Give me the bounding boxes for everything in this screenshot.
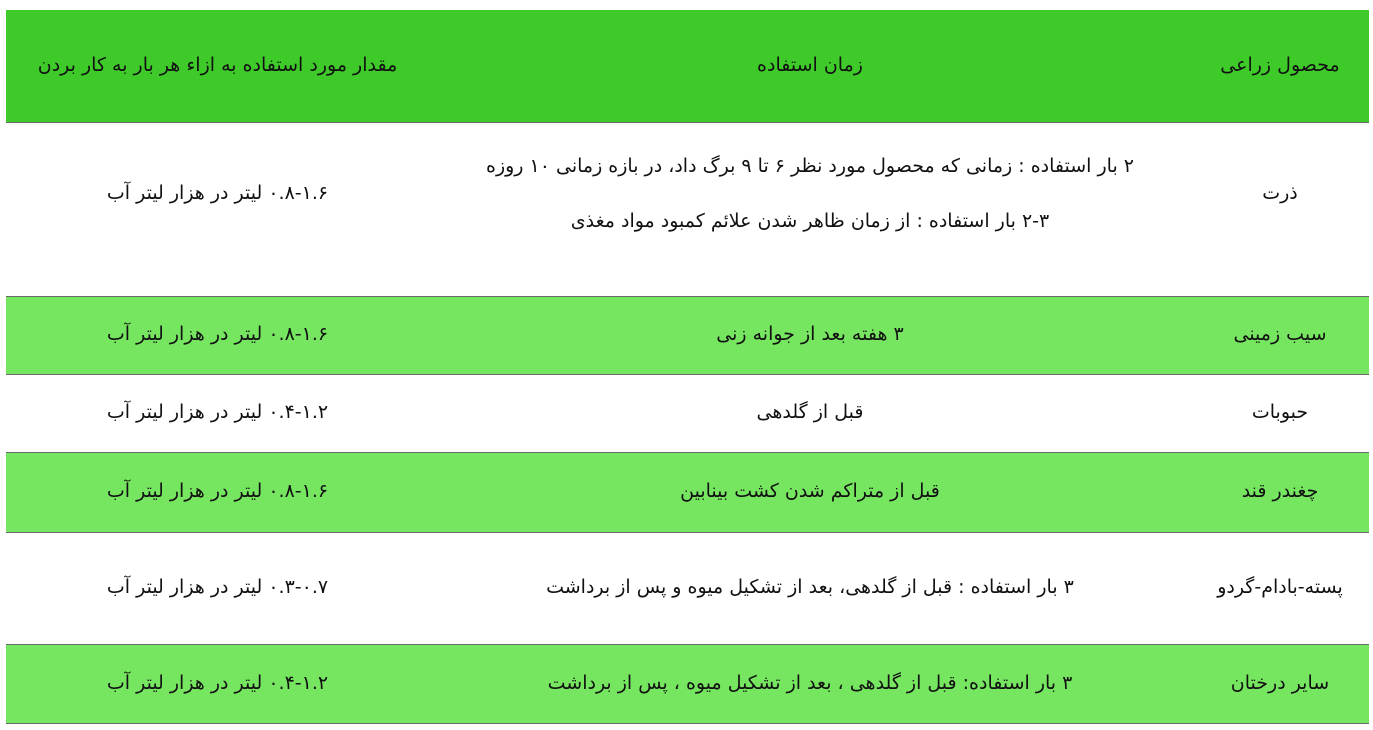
header-time: زمان استفاده xyxy=(757,54,863,77)
usage-table xyxy=(6,10,1369,724)
table-row xyxy=(6,122,1369,296)
amount-cell: ۰.۴-۱.۲ لیتر در هزار لیتر آب xyxy=(106,401,329,424)
table-row xyxy=(6,374,1369,452)
time-cell xyxy=(429,374,1191,452)
time-line: ۲-۳ بار استفاده : از زمان ظاهر شدن علائم کمبود مواد مغذی xyxy=(570,210,1050,232)
time-line: قبل از گلدهی xyxy=(756,401,864,424)
crop-cell: ذرت xyxy=(1262,182,1298,205)
header-amount: مقدار مورد استفاده به ازاء هر بار به کار بردن xyxy=(37,54,398,77)
amount-cell: ۰.۸-۱.۶ لیتر در هزار لیتر آب xyxy=(106,480,329,503)
header-crop: محصول زراعی xyxy=(1220,54,1340,77)
time-cell xyxy=(429,644,1191,723)
time-line: ۳ هفته بعد از جوانه زنی xyxy=(716,323,904,346)
time-line: ۳ بار استفاده: قبل از گلدهی ، بعد از تشکیل میوه ، پس از برداشت xyxy=(547,671,1073,694)
time-line: ۲ بار استفاده : زمانی که محصول مورد نظر ۶ تا ۹ برگ داد، در بازه زمانی ۱۰ روزه xyxy=(485,154,1134,177)
table-row xyxy=(6,296,1369,374)
crop-cell: چغندر قند xyxy=(1241,480,1319,503)
amount-cell: ۰.۸-۱.۶ لیتر در هزار لیتر آب xyxy=(106,182,329,205)
time-line: ۳ بار استفاده : قبل از گلدهی، بعد از تشکیل میوه و پس از برداشت xyxy=(546,576,1074,599)
crop-cell: سیب زمینی xyxy=(1233,323,1327,346)
time-line: قبل از متراکم شدن کشت بینابین xyxy=(680,480,940,503)
crop-cell: سایر درختان xyxy=(1230,671,1330,694)
table-row xyxy=(6,532,1369,644)
table-header-row xyxy=(6,10,1369,122)
table-row xyxy=(6,644,1369,723)
time-cell xyxy=(429,122,1191,296)
crop-cell: حبوبات xyxy=(1251,401,1309,424)
amount-cell: ۰.۸-۱.۶ لیتر در هزار لیتر آب xyxy=(106,323,329,346)
table-row xyxy=(6,452,1369,532)
amount-cell: ۰.۴-۱.۲ لیتر در هزار لیتر آب xyxy=(106,671,329,694)
usage-table-container xyxy=(6,10,1369,724)
amount-cell: ۰.۳-۰.۷ لیتر در هزار لیتر آب xyxy=(106,576,329,599)
time-cell xyxy=(429,532,1191,644)
crop-cell: پسته-بادام-گردو xyxy=(1217,576,1343,599)
time-cell xyxy=(429,452,1191,532)
time-cell xyxy=(429,296,1191,374)
